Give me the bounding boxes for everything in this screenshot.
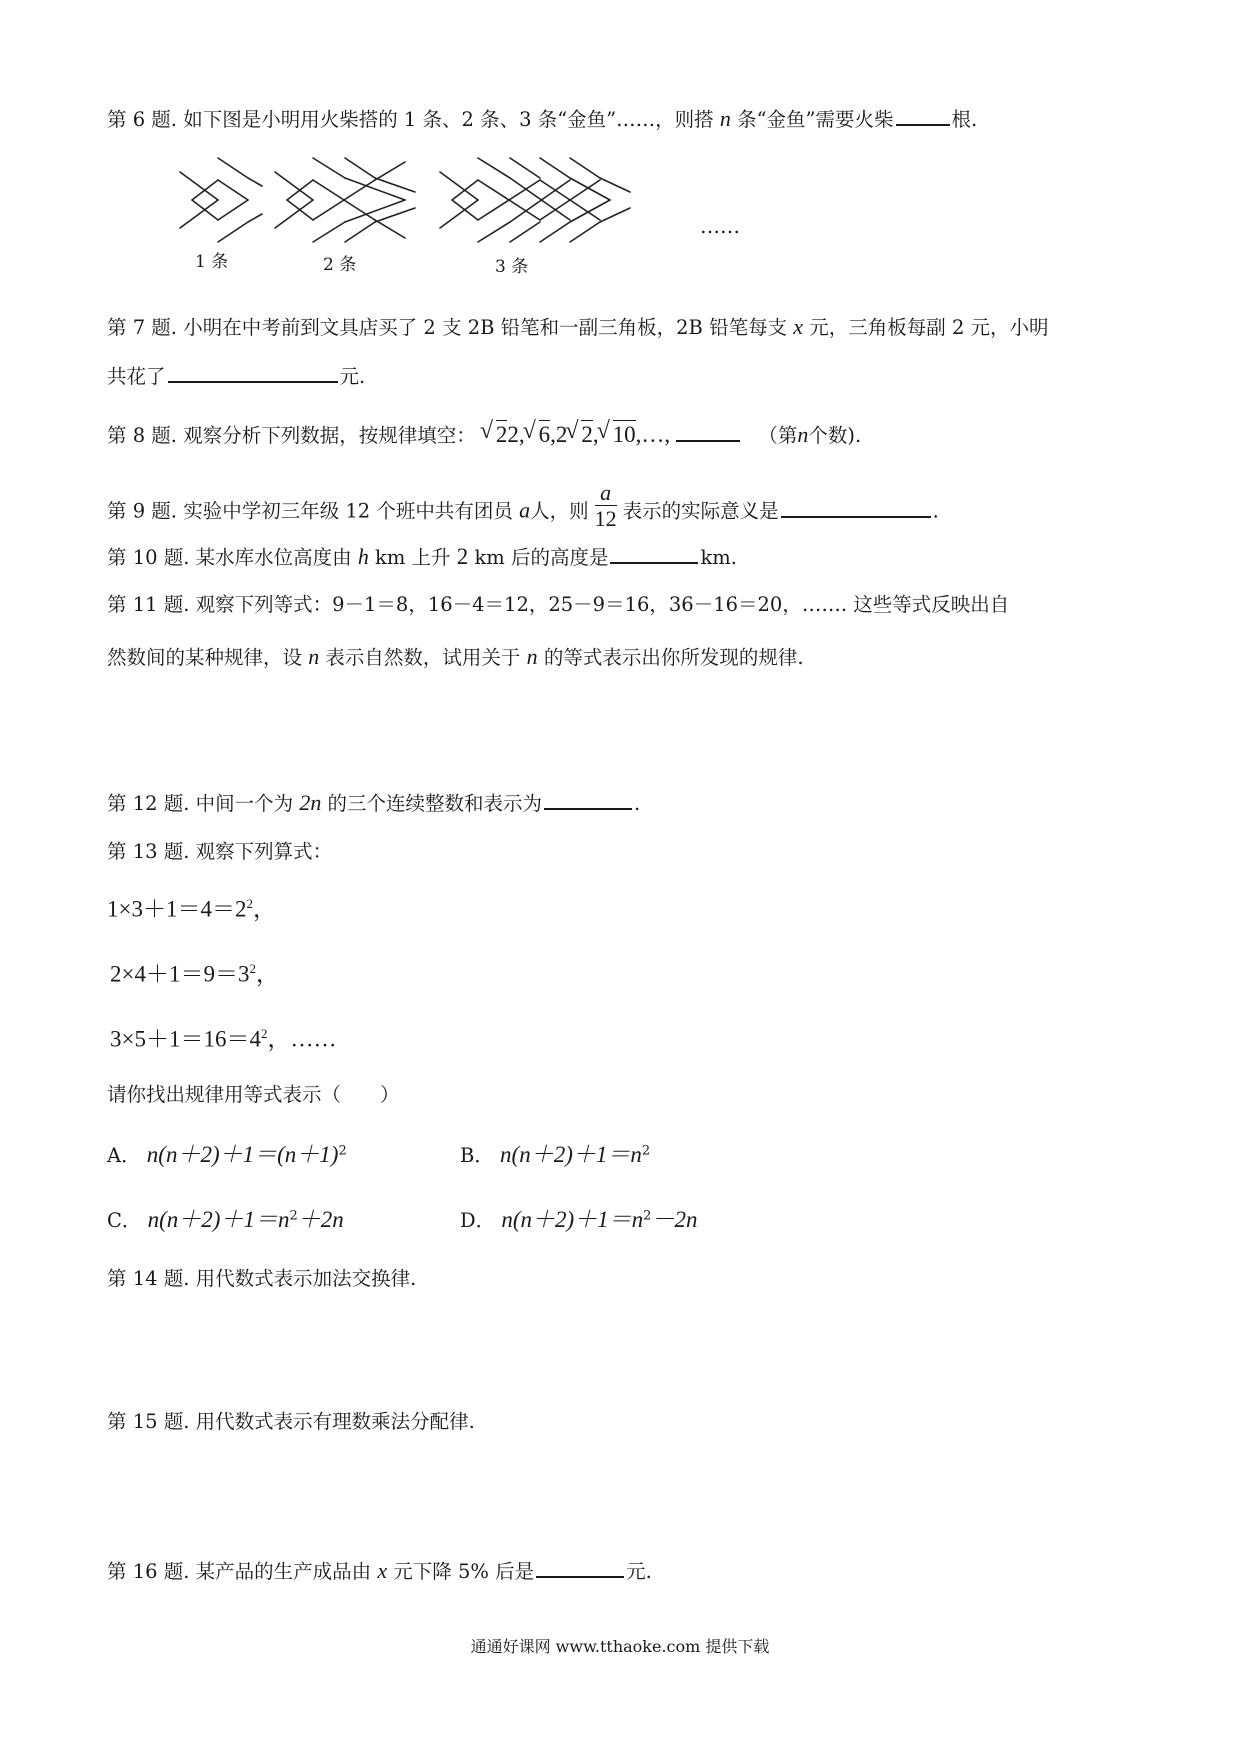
question-11-line-2 bbox=[107, 646, 804, 668]
q11-line2-b: 表示自然数，试用关于 bbox=[325, 646, 521, 669]
q7-line1-suffix: 元，三角板每副 2 元，小明 bbox=[809, 316, 1049, 339]
fish-ellipsis: …… bbox=[700, 214, 740, 238]
q9-mid: 人，则 bbox=[530, 499, 589, 523]
q13-option-d[interactable]: D． $n(n+2)+1=n^2-2n$ bbox=[460, 1207, 698, 1232]
q8-prefix: 第 8 题. 观察分析下列数据，按规律填空： bbox=[107, 424, 476, 447]
q6-suffix: 根. bbox=[951, 108, 978, 131]
question-13-title: 第 13 题. 观察下列算式： bbox=[107, 840, 333, 863]
q8-var: n bbox=[797, 422, 809, 447]
q9-prefix: 第 9 题. 实验中学初三年级 12 个班中共有团员 bbox=[107, 499, 513, 523]
q6-middle: 条“金鱼”需要火柴 bbox=[737, 108, 894, 131]
q11-line2-c: 的等式表示出你所发现的规律. bbox=[543, 646, 804, 669]
q10-var: h bbox=[357, 544, 369, 569]
fish-2 bbox=[275, 158, 415, 242]
fish-3 bbox=[440, 158, 630, 242]
q13-eq2: $2\times 4+1=9=3^2$， bbox=[110, 961, 279, 987]
q12-prefix: 第 12 题. 中间一个为 bbox=[107, 792, 294, 815]
q10-mid: km 上升 bbox=[375, 546, 451, 569]
q7-line2-suffix: 元. bbox=[339, 365, 366, 388]
q13-option-b[interactable]: B． $n(n+2)+1=n^2$ bbox=[460, 1142, 651, 1167]
q7-answer-blank[interactable] bbox=[168, 380, 338, 383]
q12-end: . bbox=[634, 792, 641, 815]
q11-var-2: n bbox=[526, 644, 538, 669]
q10-suffix: km. bbox=[700, 546, 737, 569]
q16-answer-blank[interactable] bbox=[536, 1575, 624, 1578]
q8-suffix-close: 个数). bbox=[808, 424, 862, 447]
q16-prefix: 第 16 题. 某产品的生产成品由 bbox=[107, 1560, 372, 1583]
q13-option-c[interactable]: C． $n(n+2)+1=n^2+2n$ bbox=[107, 1207, 344, 1232]
q13-eq1: $1\times 3+1=4=2^2$， bbox=[107, 896, 276, 922]
q11-var-1: n bbox=[308, 644, 320, 669]
q6-prefix: 第 6 题. 如下图是小明用火柴搭的 1 条、2 条、3 条“金鱼”……，则搭 bbox=[107, 108, 714, 131]
q6-answer-blank[interactable] bbox=[896, 123, 950, 126]
fish-label-3: 3 条 bbox=[495, 257, 529, 277]
q10-prefix: 第 10 题. 某水库水位高度由 bbox=[107, 546, 352, 569]
q10-num: 2 bbox=[456, 544, 469, 569]
q8-answer-blank[interactable] bbox=[676, 439, 740, 442]
question-7-line-2 bbox=[107, 367, 365, 387]
q10-answer-blank[interactable] bbox=[610, 561, 698, 564]
q10-mid2: km 后的高度是 bbox=[474, 546, 609, 569]
q12-answer-blank[interactable] bbox=[544, 807, 632, 810]
question-11-line-1: 第 11 题. 观察下列等式：9－1＝8，16－4＝12，25－9＝16，36－16＝20，……. 这些等式反映出自 bbox=[107, 593, 1010, 616]
question-14: 第 14 题. 用代数式表示加法交换律. bbox=[107, 1267, 417, 1290]
q9-fraction: $\frac{a}{12}$ bbox=[594, 480, 617, 531]
question-12 bbox=[107, 792, 640, 814]
question-15: 第 15 题. 用代数式表示有理数乘法分配律. bbox=[107, 1410, 475, 1433]
q9-suffix: 表示的实际意义是 bbox=[622, 499, 779, 523]
question-9 bbox=[107, 480, 939, 536]
q16-var: x bbox=[377, 1558, 388, 1583]
q13-option-a[interactable]: A． $n(n+2)+1=(n+1)^2$ bbox=[107, 1142, 347, 1167]
page-footer: 通通好课网 www.tthaoke.com 提供下载 bbox=[470, 1637, 770, 1656]
question-10 bbox=[107, 545, 737, 568]
fish-label-1: 1 条 bbox=[195, 252, 229, 272]
q12-suffix: 的三个连续整数和表示为 bbox=[327, 792, 543, 815]
q6-var: n bbox=[719, 106, 731, 131]
q8-suffix-open: （第 bbox=[758, 424, 798, 447]
goldfish-matchstick-figure bbox=[170, 150, 710, 265]
question-16 bbox=[107, 1560, 652, 1582]
q16-suffix: 元. bbox=[626, 1560, 652, 1583]
q9-end: . bbox=[932, 499, 939, 523]
q9-var: a bbox=[519, 497, 531, 523]
question-6 bbox=[107, 108, 977, 130]
q13-eq3: $3\times 5+1=16=4^2$，…… bbox=[110, 1026, 337, 1052]
q8-sequence: √ 22,√ 6,2√ 2,√ 10,…, bbox=[482, 422, 670, 447]
q9-answer-blank[interactable] bbox=[781, 515, 931, 518]
q7-line1-prefix: 第 7 题. 小明在中考前到文具店买了 2 支 2B 铅笔和一副三角板，2B 铅笔每支 bbox=[107, 316, 788, 339]
question-8 bbox=[107, 423, 861, 446]
q12-expr: 2n bbox=[299, 790, 322, 815]
fish-1 bbox=[180, 158, 262, 242]
q16-mid: 元下降 5% 后是 bbox=[393, 1560, 535, 1583]
q7-var: x bbox=[793, 314, 804, 339]
q13-ask: 请你找出规律用等式表示（ ） bbox=[107, 1083, 400, 1106]
question-7-line-1 bbox=[107, 316, 1049, 338]
fish-label-2: 2 条 bbox=[323, 255, 357, 275]
q7-line2-prefix: 共花了 bbox=[107, 365, 166, 388]
q11-line2-a: 然数间的某种规律，设 bbox=[107, 646, 303, 669]
